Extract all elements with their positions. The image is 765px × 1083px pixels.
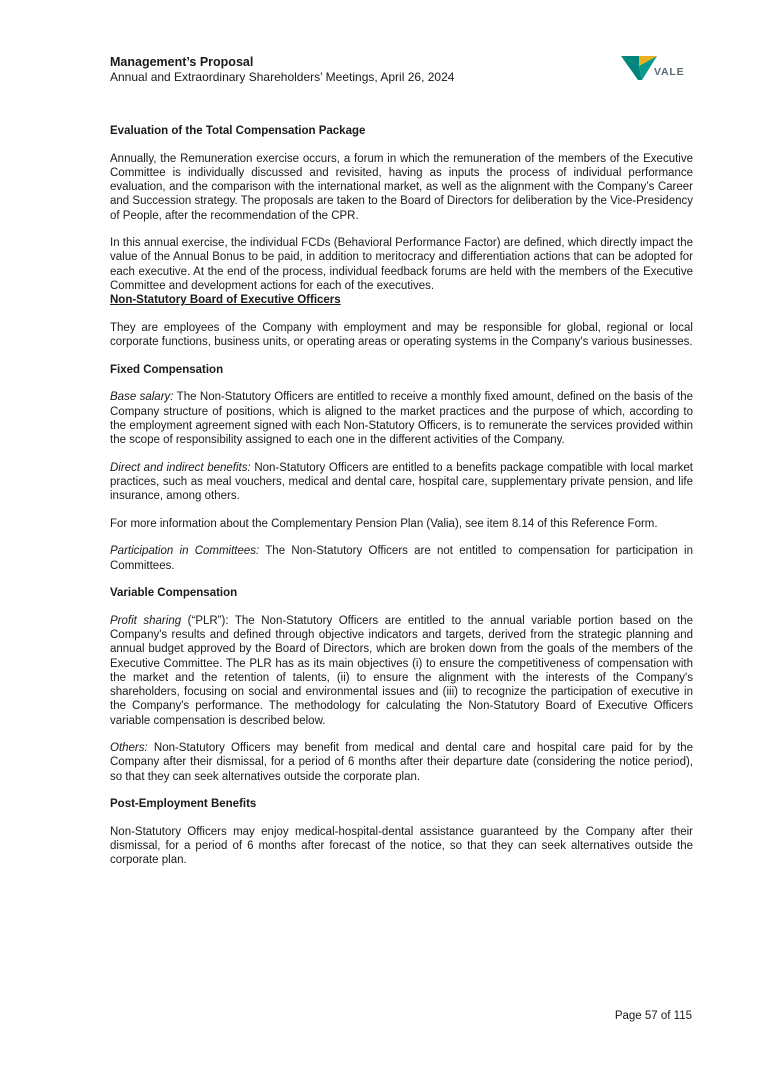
paragraph-post-employment: Non-Statutory Officers may enjoy medical-hospital-dental assistance guaranteed by the Company after their dismissal, for a period of 6 months after forecast of the notice, so that they can seek alternatives outside the corporate plan. (110, 826, 693, 867)
logo-text: VALE (654, 66, 685, 78)
benefits-text: Non-Statutory Officers are entitled to a benefits package compatible with local market practices, such as meal vouchers, medical and dental care, hospital care, supplementary private pension, and life insurance, among others. (110, 461, 693, 503)
others-lead: Others: (110, 742, 148, 755)
section-heading-variable-compensation: Variable Compensation (110, 587, 238, 600)
page-content (110, 124, 693, 881)
section-heading-post-employment: Post-Employment Benefits (110, 798, 257, 811)
document-title: Management’s Proposal (110, 55, 254, 69)
paragraph-committees (110, 544, 693, 572)
paragraph-eval-1: Annually, the Remuneration exercise occurs, a forum in which the remuneration of the members of the Executive Committee is individually discussed and revisited, having as inputs the process of individual performance evaluation, and the comparison with the international market, as well as the alignment with the Company’s Career and Succession strategy. The proposals are taken to the Board of Directors for deliberation by the Vice-Presidency of People, after the recommendation of the CPR. (110, 152, 693, 222)
committees-text: The Non-Statutory Officers are not entitled to compensation for participation in Committees. (110, 545, 694, 572)
paragraph-benefits (110, 461, 693, 504)
page-header (110, 55, 454, 85)
profit-sharing-lead: Profit sharing (110, 615, 182, 628)
others-text: Non-Statutory Officers may benefit from medical and dental care and hospital care paid for by the Company after their dismissal, for a period of 6 months after their departure date (considering the notice period), so that they can seek alternatives outside the corporate plan. (110, 742, 693, 783)
paragraph-profit-sharing (110, 614, 693, 728)
paragraph-pension: For more information about the Complementary Pension Plan (Valia), see item 8.14 of this Reference Form. (110, 517, 658, 530)
committees-lead: Participation in Committees: (110, 545, 260, 558)
paragraph-eval-2: In this annual exercise, the individual FCDs (Behavioral Performance Factor) are defined, which directly impact the value of the Annual Bonus to be paid, in addition to meritocracy and differentiation actions that can be adopted for each executive. At the end of the process, individual feedback forums are held with the members of the Executive Committee and development actions for each of the executives. (110, 237, 693, 292)
base-salary-lead: Base salary: (110, 391, 174, 404)
page-number: Page 57 of 115 (614, 1010, 692, 1022)
paragraph-non-statutory: They are employees of the Company with employment and may be responsible for global, regional or local corporate functions, business units, or operating areas or operating systems in the Company's various businesses. (110, 321, 693, 348)
profit-sharing-text: (“PLR”): The Non-Statutory Officers are entitled to the annual variable portion based on the Company's results and defined through objective indicators and targets, derived from the strategic planning and annual budget approved by the Board of Directors, which are broken down from the goals of the members of the Executive Committee. The PLR has as its main objectives (i) to ensure the competitiveness of compensation with the market and the retention of talents, (ii) to ensure the alignment with the interests of the Company's shareholders, focusing on social and environmental issues and (iii) to recognize the participation of executive in the Company's performance. The methodology for calculating the Non-Statutory Board of Executive Officers variable compensation is described below. (110, 615, 693, 727)
document-subtitle: Annual and Extraordinary Shareholders’ Meetings, April 26, 2024 (110, 70, 455, 84)
section-heading-evaluation: Evaluation of the Total Compensation Package (110, 125, 366, 137)
benefits-lead: Direct and indirect benefits: (110, 461, 251, 474)
paragraph-others (110, 741, 693, 784)
base-salary-text: The Non-Statutory Officers are entitled to receive a monthly fixed amount, defined on the basis of the Company structure of positions, which is aligned to the market practices and the purpose of which, according to the employment agreement signed with each Non-Statutory Officers, is to remunerate the services provided within the scope of responsibility assigned to each one in the different activities of the Company. (110, 391, 693, 446)
paragraph-base-salary (110, 390, 693, 447)
section-heading-non-statutory: Non-Statutory Board of Executive Officers (110, 294, 341, 307)
section-heading-fixed-compensation: Fixed Compensation (110, 363, 224, 376)
